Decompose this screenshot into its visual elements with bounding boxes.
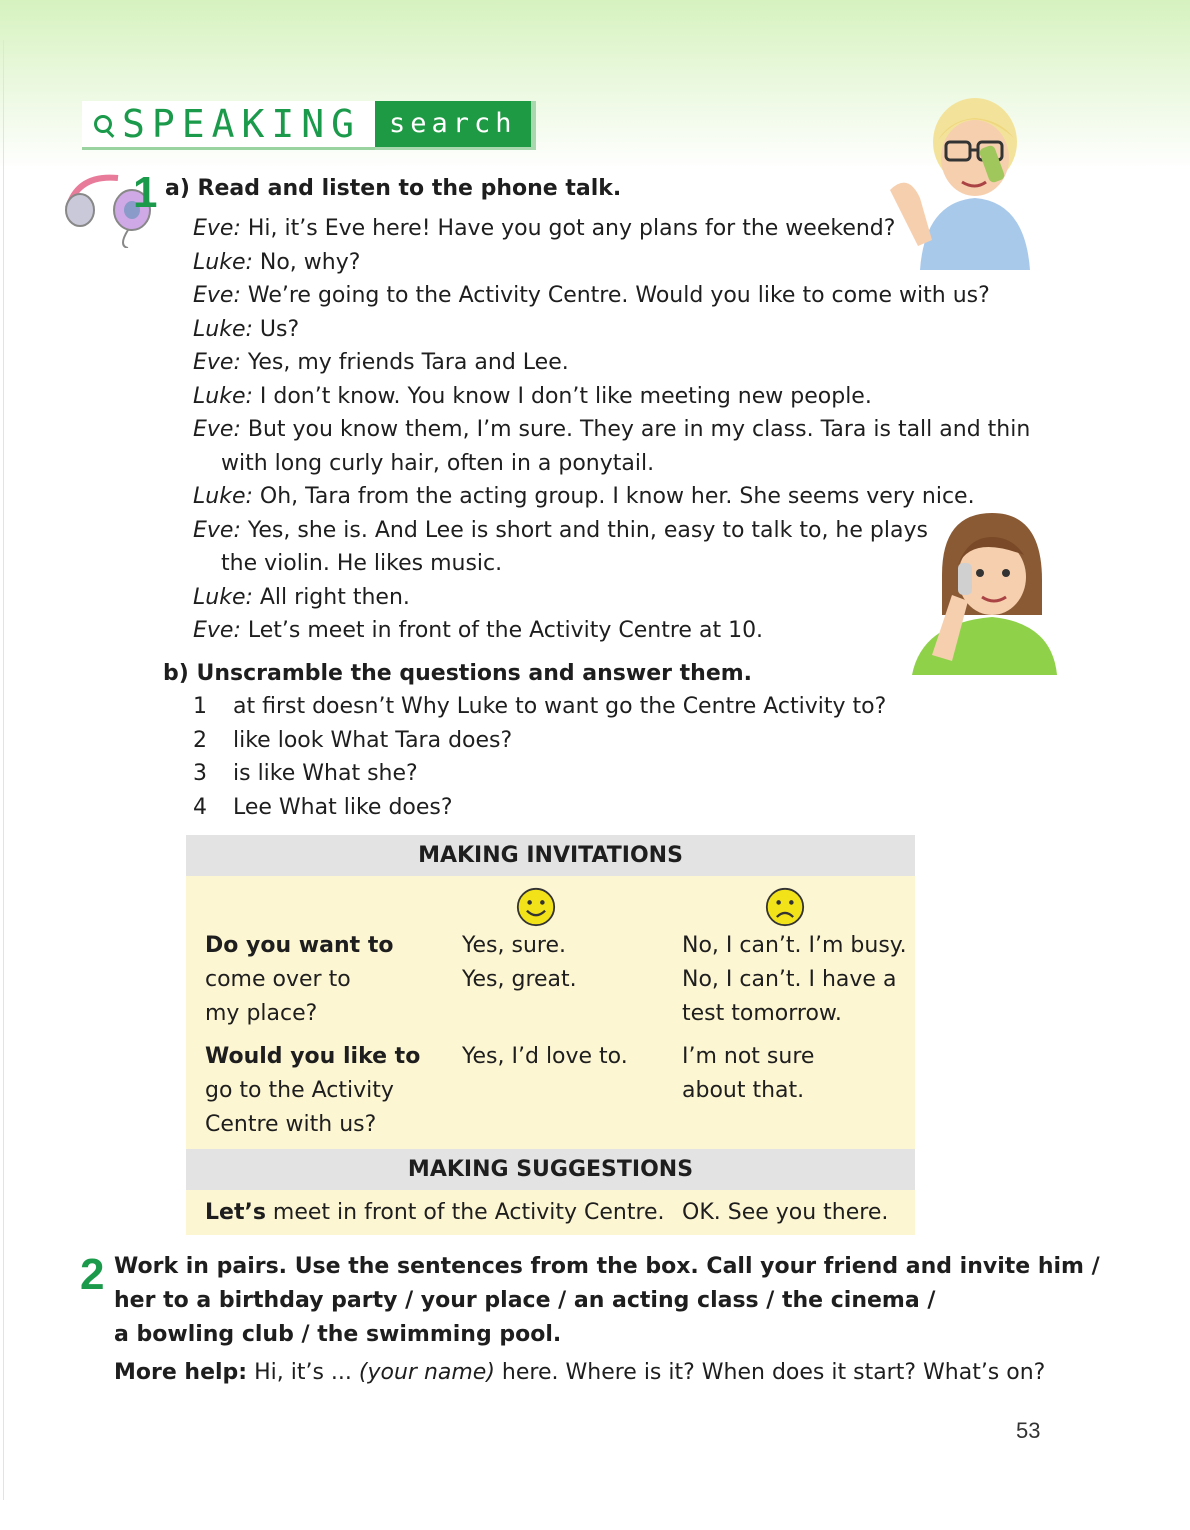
more-help-line: More help: Hi, it’s ... (your name) here. Where is it? When does it start? What’s on? <box>114 1360 1046 1385</box>
phrase-box <box>186 835 915 1235</box>
dialogue-line: Eve: But you know them, I’m sure. They are in my class. Tara is tall and thin <box>193 417 1031 442</box>
exercise-number: 1 <box>133 168 158 217</box>
search-icon <box>94 113 116 135</box>
dialogue-line: Eve: Let’s meet in front of the Activity Centre at 10. <box>193 618 764 643</box>
header-tag: search <box>375 101 536 150</box>
dialogue-line: Eve: We’re going to the Activity Centre. Would you like to come with us? <box>193 283 990 308</box>
dialogue-line-continued: with long curly hair, often in a ponytail. <box>221 450 655 476</box>
question-list <box>193 690 886 824</box>
decline-replies-2: I’m not sure about that. <box>682 1044 815 1103</box>
dialogue-line: Luke: Oh, Tara from the acting group. I know her. She seems very nice. <box>193 484 975 509</box>
suggestion-reply: OK. See you there. <box>682 1200 889 1225</box>
accept-replies-1: Yes, sure. Yes, great. <box>462 933 577 992</box>
question-item: 3 is like What she? <box>193 761 418 786</box>
dialogue-line: Luke: Us? <box>193 316 300 342</box>
question-item: 2 like look What Tara does? <box>193 727 513 753</box>
dialogue-line-continued: the violin. He likes music. <box>221 551 503 576</box>
invitations-heading: MAKING INVITATIONS <box>186 835 915 876</box>
section-header <box>82 100 536 150</box>
question-item: 4 Lee What like does? <box>193 794 453 820</box>
dialogue <box>193 212 1033 648</box>
header-title: SPEAKING <box>122 101 362 146</box>
dialogue-line: Eve: Yes, my friends Tara and Lee. <box>193 350 569 375</box>
decline-replies-1: No, I can’t. I’m busy. No, I can’t. I have a test tomorrow. <box>682 933 907 1026</box>
question-item: 1 at first doesn’t Why Luke to want go the Centre Activity to? <box>193 694 887 719</box>
dialogue-line: Luke: All right then. <box>193 584 410 610</box>
dialogue-line: Luke: I don’t know. You know I don’t like meeting new people. <box>193 383 872 409</box>
page-edge-line <box>3 40 4 1500</box>
invitation-question-1: Do you want to come over to my place? <box>205 933 394 1026</box>
dialogue-line: Eve: Hi, it’s Eve here! Have you got any plans for the weekend? <box>193 216 896 241</box>
exercise-instruction-a: a) Read and listen to the phone talk. <box>165 176 622 201</box>
exercise-number-2: 2 <box>80 1250 105 1299</box>
accept-replies-2: Yes, I’d love to. <box>462 1044 628 1069</box>
exercise-2-instruction: Work in pairs. Use the sentences from the box. Call your friend and invite him / her to a birthday party / your place / an acting class / the cinema / a bowling club / the swimming pool. <box>114 1254 1100 1347</box>
dialogue-line: Eve: Yes, she is. And Lee is short and thin, easy to talk to, he plays <box>193 517 928 543</box>
happy-face-icon <box>516 887 556 927</box>
header-title-box <box>82 101 375 150</box>
sad-face-icon <box>765 887 805 927</box>
dialogue-line: Luke: No, why? <box>193 249 361 275</box>
suggestion-line: Let’s meet in front of the Activity Centre. <box>205 1200 665 1225</box>
suggestions-heading: MAKING SUGGESTIONS <box>186 1149 915 1190</box>
page-number: 53 <box>1016 1418 1041 1443</box>
invitation-question-2: Would you like to go to the Activity Centre with us? <box>205 1044 421 1137</box>
exercise-instruction-b: b) Unscramble the questions and answer them. <box>163 661 753 686</box>
